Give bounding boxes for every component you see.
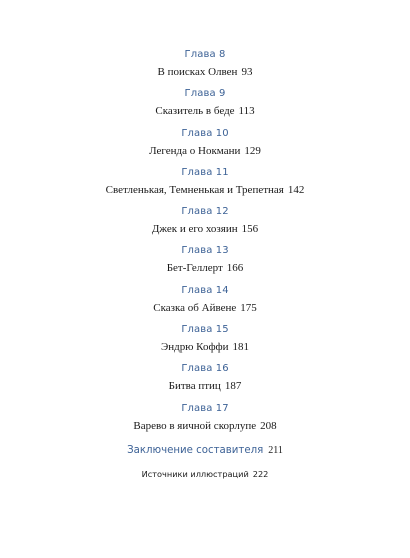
chapter-title: В поисках Олвен xyxy=(157,66,238,78)
page-number: 113 xyxy=(238,105,255,118)
chapter-title: Варево в яичной скорлупе xyxy=(133,419,257,432)
chapter-title: Битва птиц xyxy=(168,380,221,393)
chapter-title: Бет-Геллерт xyxy=(166,262,223,275)
chapter-title: Джек и его хозяин xyxy=(151,223,238,236)
chapter-label: Глава 9 xyxy=(184,88,226,100)
toc-entry-chapter-10 xyxy=(0,128,410,167)
chapter-label: Глава 12 xyxy=(181,206,229,218)
chapter-title: Светленькая, Темненькая и Трепетная xyxy=(105,183,284,196)
chapter-title: Сказка об Айвене xyxy=(153,301,237,314)
toc-entry-chapter-14 xyxy=(0,285,410,324)
chapter-label: Глава 17 xyxy=(181,402,229,414)
page-number: 181 xyxy=(232,341,250,354)
chapter-title: Сказитель в беде xyxy=(155,105,235,118)
page-number: 175 xyxy=(240,301,257,314)
sources-title: Источники иллюстраций xyxy=(141,468,249,479)
page-number: 142 xyxy=(287,183,305,196)
chapter-label: Глава 15 xyxy=(181,324,229,336)
toc-entry-illustration-sources[interactable] xyxy=(0,469,410,479)
toc-entry-chapter-11 xyxy=(0,167,410,206)
page-number: 166 xyxy=(226,262,244,275)
chapter-label: Глава 10 xyxy=(181,127,229,139)
chapter-label: Глава 16 xyxy=(181,363,229,375)
chapter-label: Глава 13 xyxy=(181,245,229,257)
toc-entry-chapter-12 xyxy=(0,206,410,245)
table-of-contents xyxy=(0,49,410,479)
conclusion-title: Заключение составителя xyxy=(127,444,264,456)
chapter-title-line[interactable] xyxy=(0,262,410,275)
chapter-title-line[interactable] xyxy=(0,145,410,158)
toc-entry-chapter-16 xyxy=(0,363,410,402)
chapter-title-line[interactable] xyxy=(0,184,410,197)
page-number: 129 xyxy=(244,144,261,157)
chapter-title-line[interactable] xyxy=(0,341,410,354)
toc-entry-chapter-13 xyxy=(0,245,410,284)
toc-entry-chapter-8 xyxy=(0,49,410,88)
toc-entry-chapter-17 xyxy=(0,403,410,442)
page-number: 208 xyxy=(260,419,277,432)
chapter-title-line[interactable] xyxy=(0,302,410,315)
chapter-title-line[interactable] xyxy=(0,105,410,118)
page-number: 187 xyxy=(224,380,242,393)
chapter-label: Глава 8 xyxy=(184,49,226,60)
chapter-title-line[interactable] xyxy=(0,420,410,433)
chapter-title: Легенда о Нокмани xyxy=(149,144,241,157)
chapter-title: Эндрю Коффи xyxy=(160,341,229,354)
chapter-label: Глава 11 xyxy=(181,166,229,178)
page-number: 211 xyxy=(268,444,283,456)
chapter-title-line[interactable] xyxy=(0,66,410,79)
chapter-title-line[interactable] xyxy=(0,380,410,393)
page-number: 156 xyxy=(241,223,259,236)
page-number: 93 xyxy=(241,66,253,78)
toc-entry-chapter-15 xyxy=(0,324,410,363)
toc-entry-conclusion[interactable] xyxy=(0,445,410,457)
page-number: 222 xyxy=(252,468,269,479)
chapter-title-line[interactable] xyxy=(0,223,410,236)
chapter-label: Глава 14 xyxy=(181,284,229,296)
toc-entry-chapter-9 xyxy=(0,88,410,127)
